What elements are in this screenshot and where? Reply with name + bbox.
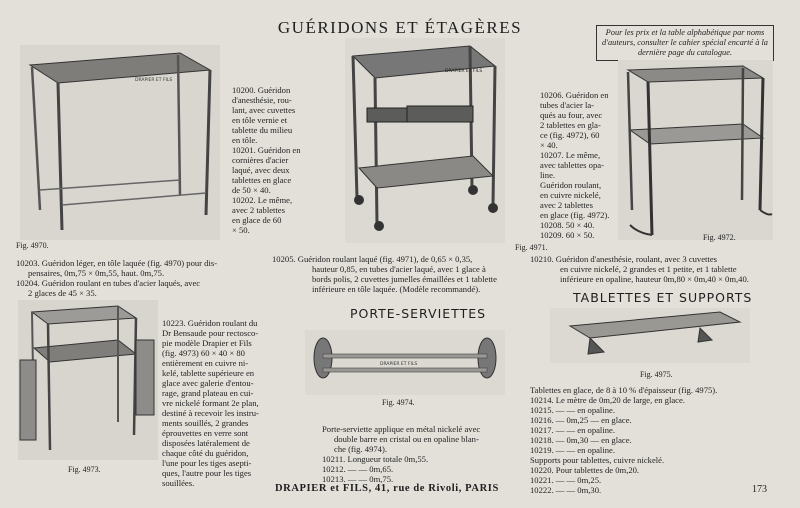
text-line: 10223. Guéridon roulant du — [162, 318, 258, 328]
text-line: 10217. — — en opaline. — [530, 425, 615, 435]
text-line: hauteur 0,85, en tubes d'acier laqué, avec 1 glace à — [312, 264, 486, 274]
page-title: GUÉRIDONS ET ÉTAGÈRES — [277, 18, 523, 37]
figure-4972-etagere — [618, 60, 773, 240]
text-10206-10209 — [540, 90, 609, 240]
text-10205 — [272, 254, 497, 294]
text-10200-10202 — [232, 85, 301, 235]
figure-4973-cart — [18, 300, 158, 460]
text-line: 2 glaces de 45 × 35. — [28, 288, 97, 298]
text-line: glace avec galerie d'entou- — [162, 378, 254, 388]
text-line: ce (fig. 4972), 60 — [540, 130, 600, 140]
text-line: inférieure en tôle laquée. (Modèle recommandé). — [312, 284, 481, 294]
text-line: avec 2 tablettes — [232, 205, 285, 215]
figure-4974-towel-rack — [305, 330, 505, 395]
text-line: 10205. Guéridon roulant laqué (fig. 4971), de 0,65 × 0,35, — [272, 254, 473, 264]
caption-4973: Fig. 4973. — [68, 465, 101, 474]
text-line: 10212. — — 0m,65. — [322, 464, 394, 474]
text-line: de 50 × 40. — [232, 185, 271, 195]
text-line: Guéridon roulant, — [540, 180, 602, 190]
caption-4971: Fig. 4971. — [515, 243, 548, 252]
text-line: 10216. — 0m,25 — en glace. — [530, 415, 632, 425]
text-line: en cuivre nickelé, 2 grandes et 1 petite, et 1 tablette — [560, 264, 737, 274]
text-line: 10202. Le même, — [232, 195, 293, 205]
text-line: double barre en cristal ou en opaline blan- — [334, 434, 479, 444]
text-line: 10210. Guéridon d'anesthésie, roulant, avec 3 cuvettes — [530, 254, 717, 264]
cart-engraving: DRAPIER ET FILS — [445, 69, 483, 74]
text-line: inférieure en opaline, hauteur 0m,80 × 0m,40 × 0m,40. — [560, 274, 749, 284]
caption-4972: Fig. 4972. — [703, 233, 736, 242]
caption-4970: Fig. 4970. — [16, 241, 49, 250]
text-line: × 40. — [540, 140, 558, 150]
text-line: lant, avec cuvettes — [232, 105, 296, 115]
text-line: tubes d'acier la- — [540, 100, 595, 110]
catalogue-notice: Pour les prix et la table alphabétique par noms d'auteurs, consulter le cahier spécial encarté à la dernière page du catalogue. — [596, 25, 774, 61]
text-line: chaque côté du guéridon, — [162, 448, 249, 458]
text-line: Porte-serviette applique en métal nickelé avec — [322, 424, 481, 434]
text-line: souillées. — [162, 478, 195, 488]
text-line: 10207. Le même, — [540, 150, 601, 160]
text-line: Supports pour tablettes, cuivre nickelé. — [530, 455, 665, 465]
text-line: 10218. — 0m,30 — en glace. — [530, 435, 632, 445]
text-line: en glace (fig. 4972). — [540, 210, 610, 220]
text-line: 10219. — — en opaline. — [530, 445, 615, 455]
text-line: 2 tablettes en gla- — [540, 120, 601, 130]
text-10210 — [530, 254, 749, 284]
text-line: vre nickelé formant 2e plan, — [162, 398, 259, 408]
text-line: 10213. — — 0m,75. — [322, 474, 394, 484]
figure-4971-cart — [345, 38, 505, 243]
text-line: en tôle vernie et — [232, 115, 288, 125]
rack-engraving: DRAPIER ET FILS — [380, 362, 418, 367]
text-line: bords polis, 2 cuvettes jumelles émaillées et 1 tablette — [312, 274, 497, 284]
text-line: 10209. 60 × 50. — [540, 230, 595, 240]
text-line: 10214. Le mètre de 0m,20 de large, en glace. — [530, 395, 685, 405]
text-line: Tablettes en glace, de 8 à 10 % d'épaisseur (fig. 4975). — [530, 385, 718, 395]
text-line: avec 2 tablettes — [540, 200, 593, 210]
text-line: Dr Bensaude pour rectosco- — [162, 328, 259, 338]
text-line: qués au four, avec — [540, 110, 603, 120]
text-line: 10222. — — 0m,30. — [530, 485, 602, 495]
text-tablettes — [530, 385, 717, 495]
figure-4975-shelf — [550, 308, 750, 363]
caption-4975: Fig. 4975. — [640, 370, 673, 379]
footer-address: DRAPIER et FILS, 41, rue de Rivoli, PARIS — [275, 483, 499, 494]
text-line: 10211. Longueur totale 0m,55. — [322, 454, 429, 464]
text-line: rage, grand plateau en cui- — [162, 388, 254, 398]
text-line: l'une pour les tiges asepti- — [162, 458, 252, 468]
text-line: tablettes en glace — [232, 175, 292, 185]
text-line: kelé, tablette supérieure en — [162, 368, 255, 378]
text-line: entièrement en cuivre ni- — [162, 358, 249, 368]
text-line: en tôle. — [232, 135, 258, 145]
text-line: éprouvettes en verre sont — [162, 428, 249, 438]
text-line: disposées latéralement de — [162, 438, 250, 448]
text-line: 10200. Guéridon — [232, 85, 291, 95]
text-line: 10203. Guéridon léger, en tôle laquée (fig. 4970) pour dis- — [16, 258, 218, 268]
text-line: 10208. 50 × 40. — [540, 220, 595, 230]
porte-serviettes-heading: PORTE-SERVIETTES — [350, 306, 487, 321]
text-line: line. — [540, 170, 556, 180]
text-line: × 50. — [232, 225, 250, 235]
caption-4974: Fig. 4974. — [382, 398, 415, 407]
text-line: 10220. Pour tablettes de 0m,20. — [530, 465, 640, 475]
text-porte-serviettes — [322, 424, 480, 484]
text-line: laqué, avec deux — [232, 165, 290, 175]
text-line: d'anesthésie, rou- — [232, 95, 292, 105]
text-line: tablette du milieu — [232, 125, 293, 135]
text-line: ments souillés, 2 grandes — [162, 418, 249, 428]
text-line: (fig. 4973) 60 × 40 × 80 — [162, 348, 245, 358]
text-line: en cuivre nickelé, — [540, 190, 601, 200]
text-line: destiné à recevoir les instru- — [162, 408, 259, 418]
text-10223 — [162, 318, 259, 488]
table-engraving: DRAPIER ET FILS — [135, 78, 173, 83]
page-number: 173 — [752, 484, 767, 495]
text-line: pensaires, 0m,75 × 0m,55, haut. 0m,75. — [28, 268, 165, 278]
tablettes-heading: TABLETTES ET SUPPORTS — [573, 290, 753, 305]
text-line: cornières d'acier — [232, 155, 289, 165]
text-10203-10204 — [16, 258, 217, 298]
text-line: 10215. — — en opaline. — [530, 405, 615, 415]
text-line: ques, l'autre pour les tiges — [162, 468, 252, 478]
text-line: 10204. Guéridon roulant en tubes d'acier laqués, avec — [16, 278, 201, 288]
text-line: en glace de 60 — [232, 215, 282, 225]
text-line: pie modèle Drapier et Fils — [162, 338, 252, 348]
text-line: 10201. Guéridon en — [232, 145, 301, 155]
text-line: 10206. Guéridon en — [540, 90, 609, 100]
text-line: avec tablettes opa- — [540, 160, 604, 170]
text-line: che (fig. 4974). — [334, 444, 387, 454]
text-line: 10221. — — 0m,25. — [530, 475, 602, 485]
figure-4970-table — [20, 45, 220, 240]
